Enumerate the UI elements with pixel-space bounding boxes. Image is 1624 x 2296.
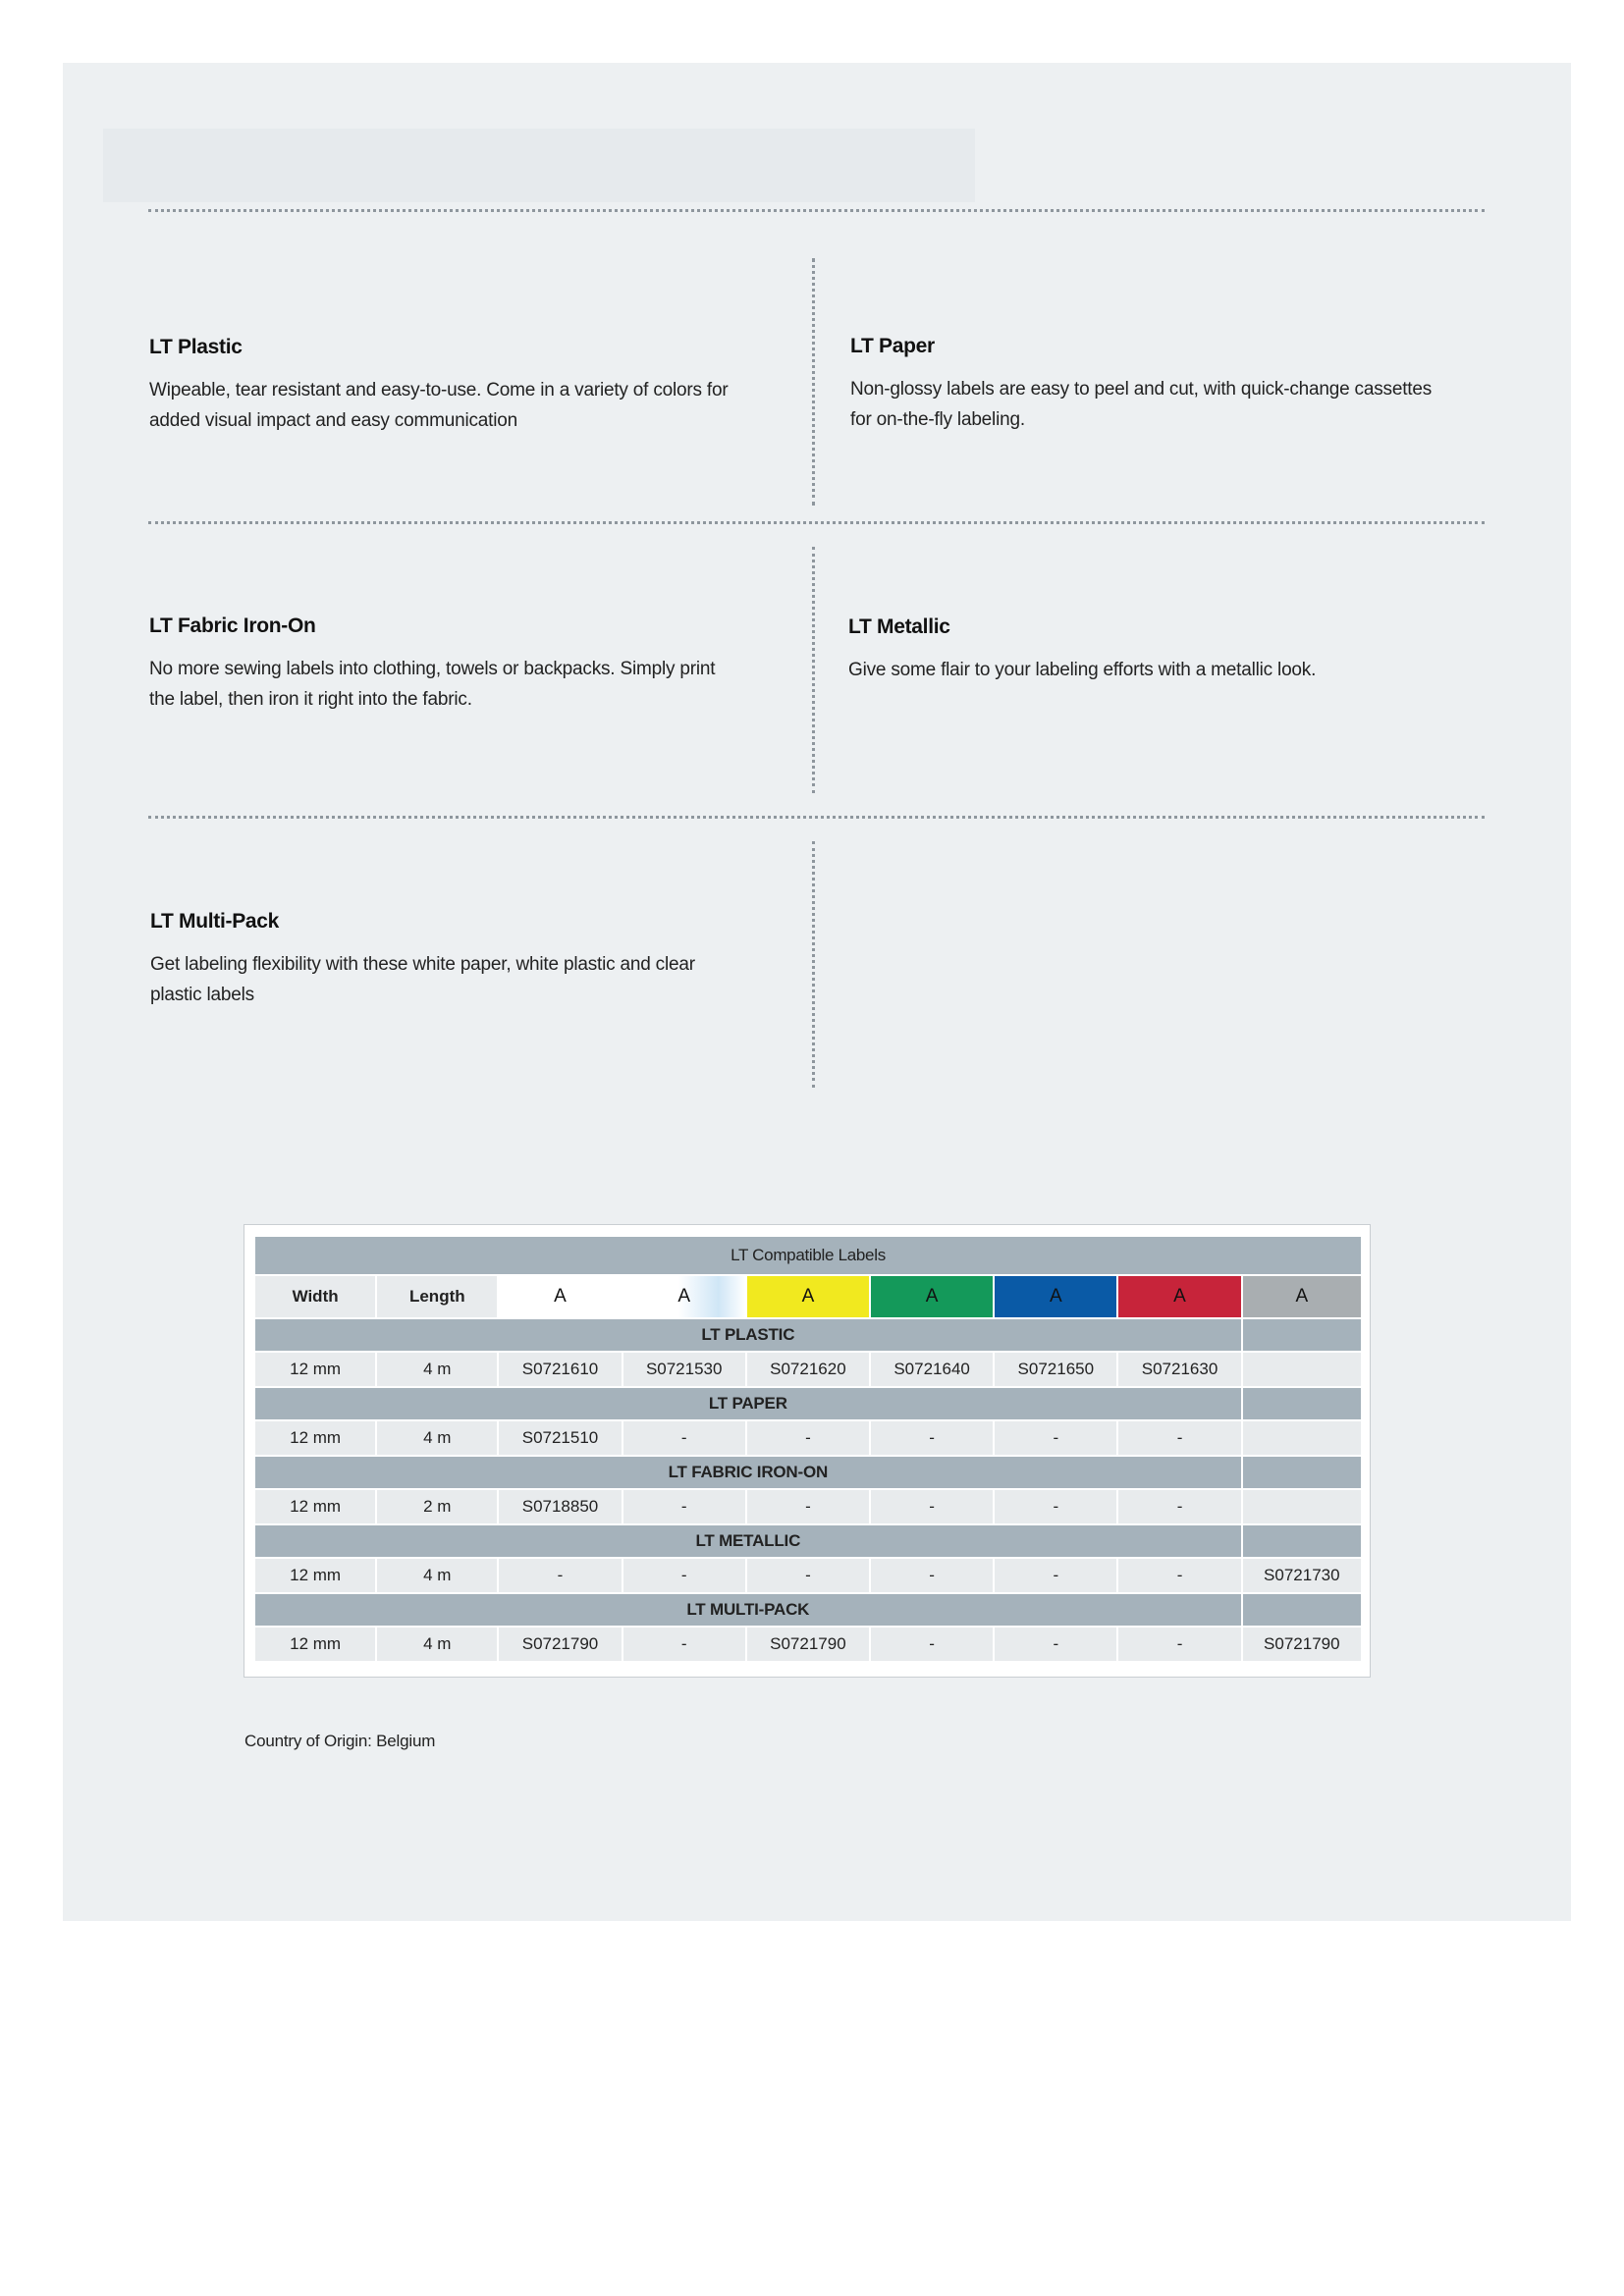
category-spacer xyxy=(1243,1457,1361,1488)
category-spacer xyxy=(1243,1594,1361,1626)
table-cell: 12 mm xyxy=(255,1628,375,1661)
category-row xyxy=(255,1388,1361,1419)
table-cell: - xyxy=(995,1559,1116,1592)
table-cell xyxy=(1243,1353,1361,1386)
category-spacer xyxy=(1243,1319,1361,1351)
category-label: LT PLASTIC xyxy=(255,1319,1241,1351)
category-label: LT FABRIC IRON-ON xyxy=(255,1457,1241,1488)
table-cell: 12 mm xyxy=(255,1559,375,1592)
table-cell: S0721730 xyxy=(1243,1559,1361,1592)
compatible-labels-table xyxy=(253,1235,1363,1663)
column-header-width: Width xyxy=(255,1276,375,1317)
category-spacer xyxy=(1243,1388,1361,1419)
table-row xyxy=(255,1421,1361,1455)
feature-title: LT Metallic xyxy=(848,615,950,638)
swatch-yellow: A xyxy=(747,1276,869,1317)
table-cell: - xyxy=(747,1490,869,1523)
table-row xyxy=(255,1628,1361,1661)
table-cell: 4 m xyxy=(377,1559,497,1592)
table-cell xyxy=(1243,1421,1361,1455)
table-row xyxy=(255,1559,1361,1592)
table-cell: S0721620 xyxy=(747,1353,869,1386)
table-cell: - xyxy=(995,1628,1116,1661)
table-cell: - xyxy=(623,1421,745,1455)
feature-description: Get labeling flexibility with these white paper, white plastic and clear plastic labels xyxy=(150,954,695,1005)
swatch-green: A xyxy=(871,1276,993,1317)
feature-description: No more sewing labels into clothing, towels or backpacks. Simply print the label, then iron it right into the fabric. xyxy=(149,659,716,710)
table-cell: S0721510 xyxy=(499,1421,621,1455)
category-label: LT MULTI-PACK xyxy=(255,1594,1241,1626)
feature-lt-paper xyxy=(850,335,1439,435)
feature-lt-plastic xyxy=(149,336,738,436)
swatch-white: A xyxy=(499,1276,621,1317)
table-cell: 4 m xyxy=(377,1421,497,1455)
table-cell: - xyxy=(747,1559,869,1592)
category-label: LT PAPER xyxy=(255,1388,1241,1419)
table-cell: S0721650 xyxy=(995,1353,1116,1386)
table-cell: - xyxy=(1118,1421,1240,1455)
category-spacer xyxy=(1243,1525,1361,1557)
feature-title: LT Fabric Iron-On xyxy=(149,614,316,637)
table-cell: - xyxy=(871,1628,993,1661)
swatch-clear: A xyxy=(623,1276,745,1317)
category-label: LT METALLIC xyxy=(255,1525,1241,1557)
feature-lt-fabric-iron-on xyxy=(149,614,738,715)
category-row xyxy=(255,1319,1361,1351)
swatch-metallic: A xyxy=(1243,1276,1361,1317)
feature-lt-metallic xyxy=(848,615,1437,685)
category-row xyxy=(255,1457,1361,1488)
table-cell: - xyxy=(623,1559,745,1592)
feature-title: LT Plastic xyxy=(149,336,243,358)
table-cell: - xyxy=(871,1490,993,1523)
column-header-length: Length xyxy=(377,1276,497,1317)
table-cell: S0721790 xyxy=(747,1628,869,1661)
feature-title: LT Paper xyxy=(850,335,935,357)
table-cell: 12 mm xyxy=(255,1421,375,1455)
table-cell: - xyxy=(871,1559,993,1592)
divider xyxy=(148,209,1485,212)
table-cell: S0721530 xyxy=(623,1353,745,1386)
column-divider xyxy=(812,841,815,1088)
feature-description: Non-glossy labels are easy to peel and cut, with quick-change cassettes for on-the-fly labeling. xyxy=(850,379,1433,430)
table-cell: 12 mm xyxy=(255,1353,375,1386)
table-cell: - xyxy=(1118,1628,1240,1661)
feature-description: Wipeable, tear resistant and easy-to-use. Come in a variety of colors for added visual impact and easy communication xyxy=(149,380,729,431)
column-divider xyxy=(812,547,815,793)
header-banner xyxy=(103,129,975,202)
feature-description: Give some flair to your labeling efforts with a metallic look. xyxy=(848,660,1317,680)
table-cell: 4 m xyxy=(377,1353,497,1386)
divider xyxy=(148,521,1485,524)
table-cell: - xyxy=(499,1559,621,1592)
column-divider xyxy=(812,258,815,506)
divider xyxy=(148,816,1485,819)
table-cell: - xyxy=(871,1421,993,1455)
category-row xyxy=(255,1594,1361,1626)
table-cell: - xyxy=(623,1490,745,1523)
country-of-origin: Country of Origin: Belgium xyxy=(244,1732,436,1750)
swatch-red: A xyxy=(1118,1276,1240,1317)
table-cell: S0721790 xyxy=(1243,1628,1361,1661)
table-cell: - xyxy=(995,1490,1116,1523)
table-row xyxy=(255,1490,1361,1523)
table-title: LT Compatible Labels xyxy=(255,1237,1361,1274)
feature-lt-multi-pack xyxy=(150,910,739,1010)
table-cell: - xyxy=(747,1421,869,1455)
table-cell xyxy=(1243,1490,1361,1523)
category-row xyxy=(255,1525,1361,1557)
table-cell: 2 m xyxy=(377,1490,497,1523)
table-cell: S0721610 xyxy=(499,1353,621,1386)
table-cell: S0718850 xyxy=(499,1490,621,1523)
table-cell: S0721630 xyxy=(1118,1353,1240,1386)
table-cell: - xyxy=(1118,1490,1240,1523)
table-row xyxy=(255,1353,1361,1386)
table-title-row xyxy=(255,1237,1361,1274)
table-cell: 4 m xyxy=(377,1628,497,1661)
table-body xyxy=(255,1237,1361,1661)
table-header-row xyxy=(255,1276,1361,1317)
swatch-blue: A xyxy=(995,1276,1116,1317)
table-cell: S0721790 xyxy=(499,1628,621,1661)
table-cell: S0721640 xyxy=(871,1353,993,1386)
table-cell: - xyxy=(995,1421,1116,1455)
table-cell: 12 mm xyxy=(255,1490,375,1523)
feature-title: LT Multi-Pack xyxy=(150,910,280,933)
table-cell: - xyxy=(623,1628,745,1661)
table-cell: - xyxy=(1118,1559,1240,1592)
